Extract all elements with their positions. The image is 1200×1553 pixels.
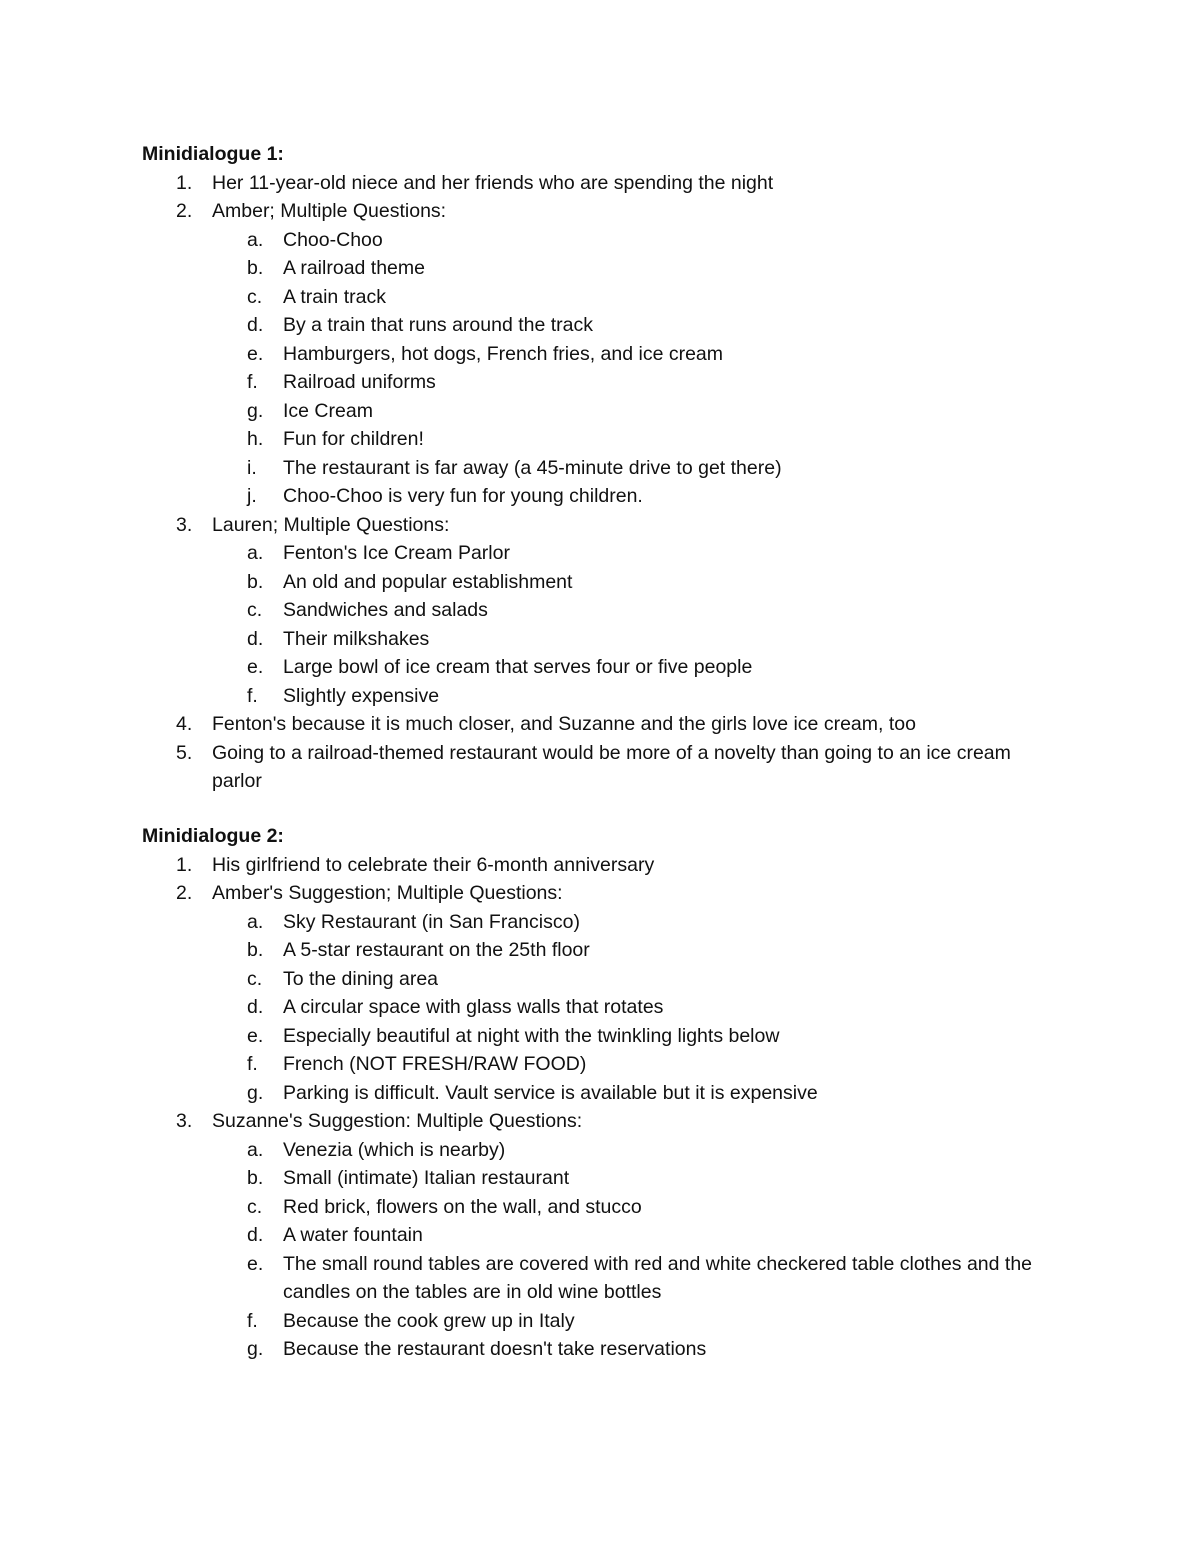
item-text: Their milkshakes <box>283 627 430 650</box>
item-text: By a train that runs around the track <box>283 314 594 336</box>
item-number: 2. <box>176 882 193 904</box>
list-item <box>142 1107 1082 1136</box>
item-text: A circular space with glass walls that rotates <box>283 996 664 1018</box>
item-number: 1. <box>176 171 193 194</box>
item-text: Especially beautiful at night with the twinkling lights below <box>283 1024 780 1047</box>
item-text: Venezia (which is nearby) <box>283 1138 506 1161</box>
item-text: Amber; Multiple Questions: <box>212 200 447 222</box>
item-number: 4. <box>176 713 193 735</box>
item-letter: c. <box>247 1195 263 1218</box>
sub-list-item <box>142 368 1082 397</box>
sub-list-item <box>142 226 1082 255</box>
item-letter: d. <box>247 314 264 336</box>
list-item <box>142 169 1082 198</box>
list-item <box>142 511 1082 540</box>
item-text: The small round tables are covered with red and white checkered table clothes and the candles on the tables are in old wine bottles <box>283 1252 1033 1303</box>
item-letter: d. <box>247 996 264 1018</box>
item-letter: g. <box>247 399 264 422</box>
list-item <box>142 197 1082 226</box>
item-letter: a. <box>247 1138 264 1161</box>
section-minidialogue-2 <box>142 822 1082 1364</box>
item-number: 3. <box>176 513 193 536</box>
item-letter: f. <box>247 1309 258 1332</box>
item-text: Fenton's Ice Cream Parlor <box>283 542 510 564</box>
sub-list-item <box>142 1022 1082 1051</box>
item-number: 1. <box>176 853 193 876</box>
item-text: An old and popular establishment <box>283 570 573 593</box>
item-letter: f. <box>247 684 258 707</box>
item-text: Going to a railroad-themed restaurant would be more of a novelty than going to an ice cream parlor <box>212 741 1011 792</box>
list-item <box>142 739 1082 796</box>
sub-list-item <box>142 568 1082 597</box>
item-text: Slightly expensive <box>283 684 440 707</box>
item-text: The restaurant is far away (a 45-minute drive to get there) <box>283 456 782 479</box>
item-letter: c. <box>247 599 263 621</box>
sub-list-item <box>142 340 1082 369</box>
sub-list-item <box>142 454 1082 483</box>
sub-list-item <box>142 311 1082 340</box>
item-letter: c. <box>247 285 263 308</box>
item-text: Sky Restaurant (in San Francisco) <box>283 910 580 933</box>
item-text: Choo-Choo is very fun for young children. <box>283 485 643 507</box>
item-letter: b. <box>247 570 264 593</box>
item-text: Red brick, flowers on the wall, and stucco <box>283 1195 642 1218</box>
item-letter: a. <box>247 542 264 564</box>
sub-list-item <box>142 397 1082 426</box>
sub-list-item <box>142 1050 1082 1079</box>
sub-list-item <box>142 1079 1082 1108</box>
item-letter: h. <box>247 428 264 450</box>
item-text: Choo-Choo <box>283 228 383 251</box>
sub-list-item <box>142 653 1082 682</box>
item-text: A train track <box>283 285 386 308</box>
item-number: 3. <box>176 1110 193 1132</box>
sub-list-item <box>142 965 1082 994</box>
sub-list-item <box>142 908 1082 937</box>
item-text: Suzanne's Suggestion: Multiple Questions: <box>212 1110 583 1132</box>
item-text: Ice Cream <box>283 399 373 422</box>
item-letter: c. <box>247 967 263 990</box>
item-letter: f. <box>247 371 258 393</box>
sub-list-item <box>142 625 1082 654</box>
item-text: French (NOT FRESH/RAW FOOD) <box>283 1053 587 1075</box>
item-letter: b. <box>247 1167 264 1189</box>
list-item <box>142 879 1082 908</box>
sub-list-item <box>142 1193 1082 1222</box>
sub-list-item <box>142 1164 1082 1193</box>
item-text: Parking is difficult. Vault service is available but it is expensive <box>283 1081 818 1104</box>
sub-list-item <box>142 539 1082 568</box>
item-number: 5. <box>176 741 193 764</box>
item-letter: j. <box>247 485 257 507</box>
sub-list-item <box>142 596 1082 625</box>
item-text: Because the cook grew up in Italy <box>283 1309 575 1332</box>
sub-list-item <box>142 283 1082 312</box>
item-letter: a. <box>247 228 264 251</box>
sub-list-item <box>142 1250 1082 1307</box>
item-text: His girlfriend to celebrate their 6-month anniversary <box>212 853 655 876</box>
item-text: Small (intimate) Italian restaurant <box>283 1167 570 1189</box>
item-letter: a. <box>247 910 264 933</box>
item-letter: e. <box>247 342 264 365</box>
item-text: A 5-star restaurant on the 25th floor <box>283 939 590 961</box>
item-letter: d. <box>247 1224 264 1246</box>
sub-list-item <box>142 1307 1082 1336</box>
item-text: Because the restaurant doesn't take reservations <box>283 1338 707 1360</box>
item-letter: f. <box>247 1053 258 1075</box>
sub-list-item <box>142 482 1082 511</box>
sub-list-item <box>142 425 1082 454</box>
item-text: To the dining area <box>283 967 439 990</box>
item-letter: e. <box>247 1252 264 1275</box>
item-letter: g. <box>247 1338 264 1360</box>
item-letter: d. <box>247 627 264 650</box>
item-letter: g. <box>247 1081 264 1104</box>
item-text: Sandwiches and salads <box>283 599 488 621</box>
sub-list-item <box>142 254 1082 283</box>
item-text: Hamburgers, hot dogs, French fries, and ice cream <box>283 342 724 365</box>
item-letter: i. <box>247 456 257 479</box>
sub-list-item <box>142 993 1082 1022</box>
sub-list-item <box>142 1335 1082 1364</box>
item-text: Amber's Suggestion; Multiple Questions: <box>212 882 563 904</box>
item-text: A railroad theme <box>283 257 425 279</box>
item-letter: e. <box>247 1024 264 1047</box>
item-letter: b. <box>247 257 264 279</box>
sub-list-item <box>142 1221 1082 1250</box>
item-text: Fun for children! <box>283 428 424 450</box>
sub-list-item <box>142 682 1082 711</box>
item-letter: e. <box>247 656 264 678</box>
item-text: A water fountain <box>283 1224 423 1246</box>
sub-list-item <box>142 936 1082 965</box>
section-heading: Minidialogue 2: <box>142 825 284 847</box>
item-text: Fenton's because it is much closer, and Suzanne and the girls love ice cream, too <box>212 713 916 735</box>
item-number: 2. <box>176 200 193 222</box>
sub-list-item <box>142 1136 1082 1165</box>
item-letter: b. <box>247 939 264 961</box>
section-heading: Minidialogue 1: <box>142 143 284 165</box>
item-text: Large bowl of ice cream that serves four or five people <box>283 656 753 678</box>
item-text: Her 11-year-old niece and her friends who are spending the night <box>212 171 774 194</box>
list-item <box>142 851 1082 880</box>
item-text: Lauren; Multiple Questions: <box>212 513 450 536</box>
list-item <box>142 710 1082 739</box>
item-text: Railroad uniforms <box>283 371 436 393</box>
section-minidialogue-1 <box>142 140 1082 796</box>
